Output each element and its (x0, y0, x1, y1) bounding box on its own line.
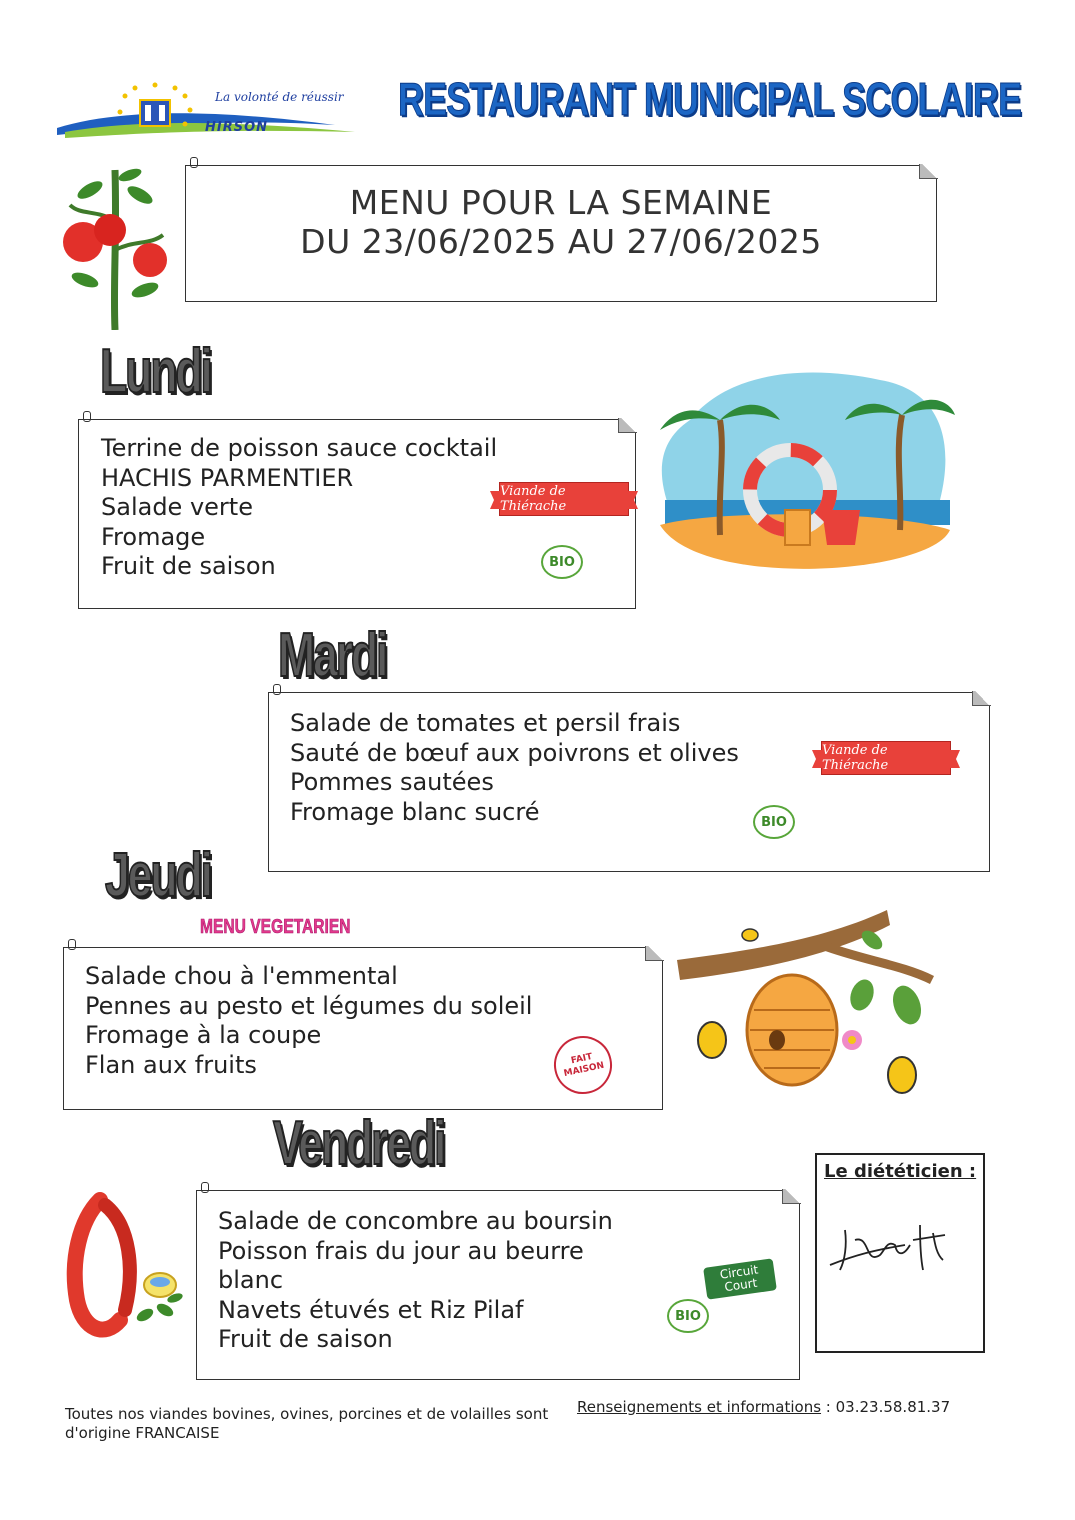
menu-list-mardi (290, 709, 739, 827)
list-item: Fruit de saison (218, 1325, 393, 1353)
pin-icon (190, 157, 198, 168)
list-item: Fromage blanc sucré (290, 797, 540, 826)
viande-thierache-badge: Viande de Thiérache (499, 482, 629, 516)
day-title-lundi: Lundi (100, 337, 211, 406)
page-title: RESTAURANT MUNICIPAL SCOLAIRE (398, 73, 1022, 125)
list-item: Fromage (101, 522, 206, 551)
menu-list-lundi (101, 434, 497, 582)
list-item: Pommes sautées (290, 768, 494, 796)
contact-label: Renseignements et informations (577, 1398, 822, 1416)
beach-illustration (650, 360, 960, 590)
bio-badge: BIO (753, 805, 795, 839)
circuit-court-badge: Circuit Court (703, 1258, 777, 1299)
list-item: Salade verte (101, 493, 253, 521)
list-item: Flan aux fruits (85, 1050, 257, 1079)
list-item: Salade chou à l'emmental (85, 962, 398, 990)
contact-phone: 03.23.58.81.37 (835, 1398, 951, 1416)
list-item: Fromage à la coupe (85, 1021, 322, 1049)
list-item: Salade de tomates et persil frais (290, 709, 681, 737)
week-dates: DU 23/06/2025 AU 27/06/2025 (300, 222, 822, 261)
list-item: blanc (218, 1266, 284, 1294)
menu-list-jeudi (85, 962, 532, 1080)
bio-badge: BIO (541, 545, 583, 579)
contact-info (577, 1398, 950, 1416)
bio-badge: BIO (667, 1299, 709, 1333)
week-banner (185, 165, 937, 302)
dietitian-box (815, 1153, 985, 1353)
list-item: Sauté de bœuf aux poivrons et olives (290, 738, 739, 767)
viande-thierache-badge: Viande de Thiérache (821, 741, 951, 775)
list-item: Poisson frais du jour au beurre (218, 1236, 584, 1265)
fait-maison-badge: FAIT MAISON (549, 1031, 618, 1100)
logo-motto: La volonté de réussir (215, 90, 344, 104)
list-item: Navets étuvés et Riz Pilaf (218, 1295, 524, 1324)
menu-box-jeudi (63, 947, 663, 1110)
contact-separator: : (821, 1398, 836, 1416)
logo-city: HIRSON (205, 120, 269, 135)
pin-icon (83, 411, 91, 422)
day-title-mardi: Mardi (278, 621, 387, 690)
week-title: MENU POUR LA SEMAINE (349, 183, 773, 222)
day-title-jeudi: Jeudi (105, 841, 211, 910)
dietitian-signature (825, 1215, 975, 1285)
list-item: Pennes au pesto et légumes du soleil (85, 991, 533, 1020)
sausage-illustration (65, 1190, 190, 1340)
menu-box-vendredi (196, 1190, 800, 1380)
list-item: HACHIS PARMENTIER (101, 463, 354, 492)
menu-box-mardi (268, 692, 990, 872)
list-item: Terrine de poisson sauce cocktail (101, 434, 498, 462)
beehive-illustration (672, 900, 942, 1115)
pin-icon (273, 684, 281, 695)
menu-list-vendredi (218, 1207, 613, 1355)
day-title-vendredi: Vendredi (273, 1109, 445, 1178)
meat-origin-note: Toutes nos viandes bovines, ovines, porcines et de volailles sont d'origine FRANCAISE (65, 1405, 549, 1442)
tomato-plant-illustration (55, 160, 175, 330)
menu-box-lundi (78, 419, 636, 609)
vegetarian-tag: MENU VEGETARIEN (200, 916, 351, 938)
pin-icon (68, 939, 76, 950)
list-item: Fruit de saison (101, 552, 276, 580)
dietitian-label: Le diététicien : (824, 1161, 977, 1182)
list-item: Salade de concombre au boursin (218, 1207, 613, 1235)
pin-icon (201, 1182, 209, 1193)
